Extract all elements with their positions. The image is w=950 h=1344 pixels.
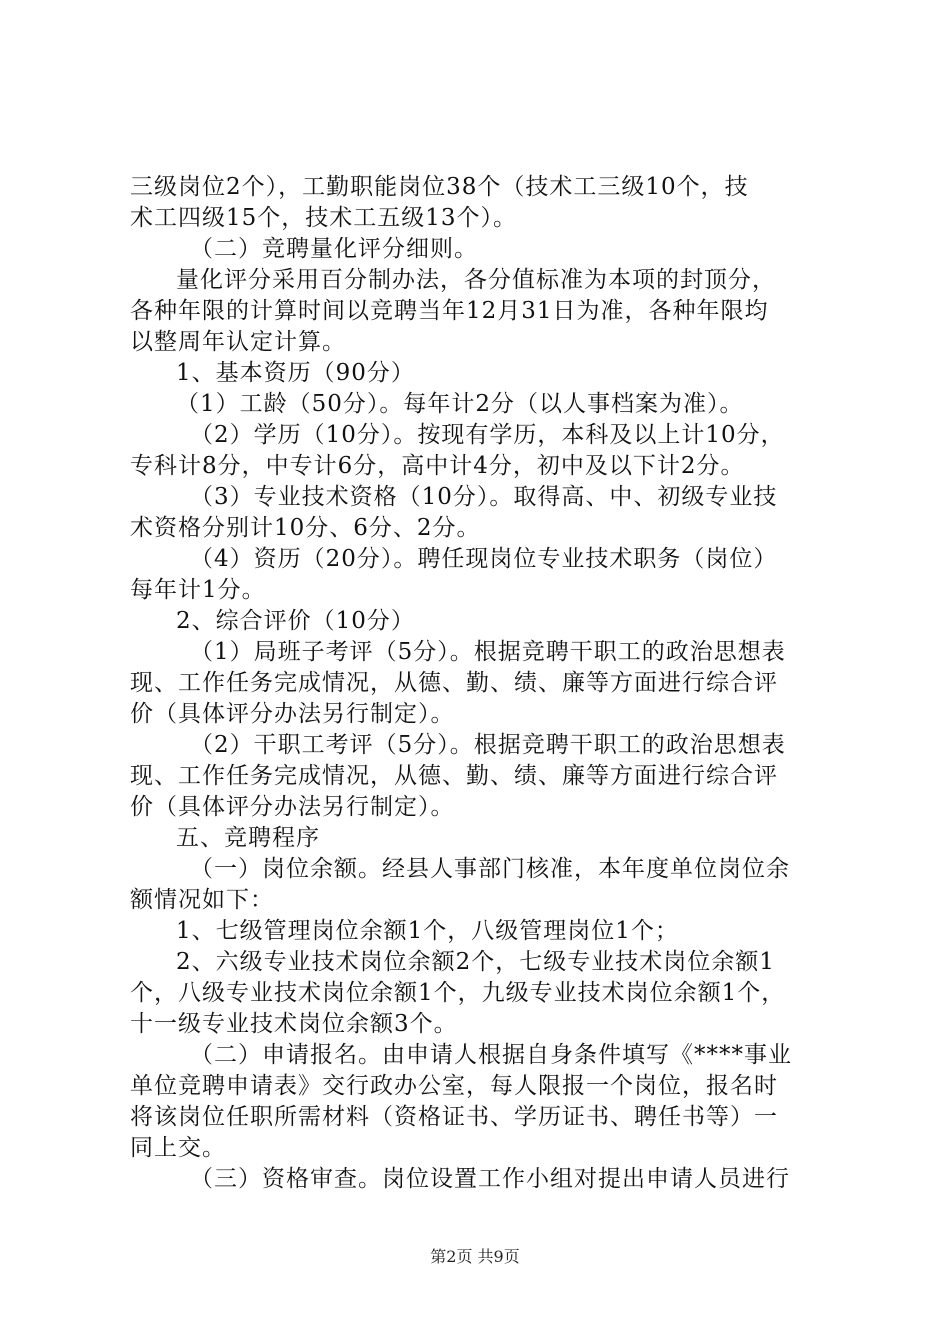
- text-line: 2、六级专业技术岗位余额2个，七级专业技术岗位余额1: [176, 949, 775, 975]
- text-line: 单位竞聘申请表》交行政办公室，每人限报一个岗位，报名时: [130, 1073, 778, 1099]
- text-line: 个，八级专业技术岗位余额1个，九级专业技术岗位余额1个，: [130, 980, 786, 1006]
- text-line: 1、七级管理岗位余额1个，八级管理岗位1个；: [176, 918, 679, 944]
- text-line: 每年计1分。: [130, 577, 266, 603]
- text-line: （1）局班子考评（5分）。根据竞聘干职工的政治思想表: [190, 639, 786, 665]
- text-line: （2）学历（10分）。按现有学历，本科及以上计10分，: [190, 422, 785, 448]
- document-body: [130, 172, 830, 1195]
- text-line: 2、综合评价（10分）: [176, 608, 415, 634]
- text-line: （二）竞聘量化评分细则。: [190, 236, 478, 262]
- text-line: 额情况如下：: [130, 887, 274, 913]
- text-line: 五、竞聘程序: [176, 825, 320, 851]
- text-line: 十一级专业技术岗位余额3个。: [130, 1011, 458, 1037]
- text-line: 以整周年认定计算。: [130, 329, 346, 355]
- text-line: 术工四级15个，技术工五级13个）。: [130, 205, 518, 231]
- text-line: 三级岗位2个），工勤职能岗位38个（技术工三级10个，技: [130, 174, 749, 200]
- text-line: （1）工龄（50分）。每年计2分（以人事档案为准）。: [176, 391, 744, 417]
- text-line: 将该岗位任职所需材料（资格证书、学历证书、聘任书等）一: [130, 1104, 778, 1130]
- text-line: （三）资格审查。岗位设置工作小组对提出申请人员进行: [190, 1166, 790, 1192]
- text-line: 价（具体评分办法另行制定）。: [130, 794, 455, 820]
- text-line: 量化评分采用百分制办法，各分值标准为本项的封顶分，: [176, 267, 776, 293]
- text-line: 价（具体评分办法另行制定）。: [130, 701, 455, 727]
- text-line: （4）资历（20分）。聘任现岗位专业技术职务（岗位）: [190, 546, 778, 572]
- text-line: 1、基本资历（90分）: [176, 360, 415, 386]
- text-line: （一）岗位余额。经县人事部门核准，本年度单位岗位余: [190, 856, 790, 882]
- text-line: 现、工作任务完成情况，从德、勤、绩、廉等方面进行综合评: [130, 670, 778, 696]
- text-line: （2）干职工考评（5分）。根据竞聘干职工的政治思想表: [190, 732, 786, 758]
- text-line: 各种年限的计算时间以竞聘当年12月31日为准，各种年限均: [130, 298, 769, 324]
- text-line: （3）专业技术资格（10分）。取得高、中、初级专业技: [190, 484, 778, 510]
- text-line: （二）申请报名。由申请人根据自身条件填写《****事业: [190, 1042, 792, 1068]
- text-line: 专科计8分，中专计6分，高中计4分，初中及以下计2分。: [130, 453, 745, 479]
- text-line: 现、工作任务完成情况，从德、勤、绩、廉等方面进行综合评: [130, 763, 778, 789]
- page-footer: 第2页 共9页: [430, 1247, 520, 1266]
- text-line: 同上交。: [130, 1135, 226, 1161]
- text-line: 术资格分别计10分、6分、2分。: [130, 515, 481, 541]
